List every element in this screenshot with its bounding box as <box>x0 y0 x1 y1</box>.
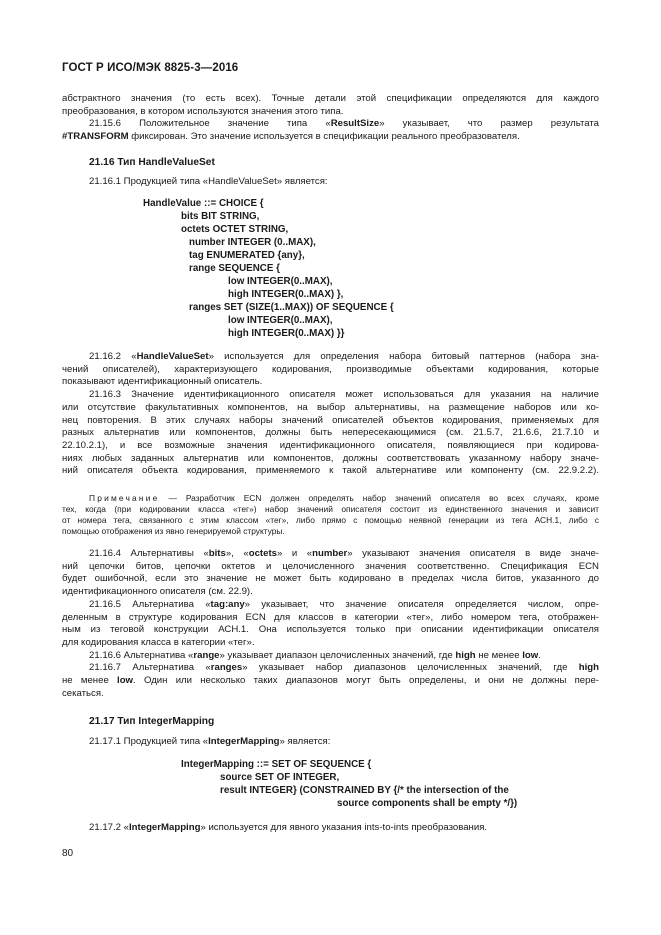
text-line: нец повторения. В этих случаях наборы значений описателей объектов кодирования, применяемых для <box>62 414 599 426</box>
code-line: high INTEGER(0..MAX) }, <box>228 289 344 300</box>
text-line: 21.16.6 Альтернатива «range» указывает диапазон целочисленных значений, где high не менее low. <box>89 649 541 661</box>
standard-header: ГОСТ Р ИСО/МЭК 8825-3—2016 <box>62 62 239 74</box>
paragraphs-21-16-2-3 <box>62 351 599 478</box>
code-line: source SET OF INTEGER, <box>220 772 340 783</box>
code-line: source components shall be empty */}) <box>337 798 518 809</box>
text-line: для кодирования класса в категории «тег». <box>62 636 255 648</box>
text-line: преобразования, в котором используются значения этого типа. <box>62 105 344 117</box>
paragraphs-21-16-4-7 <box>62 548 599 700</box>
code-line: low INTEGER(0..MAX), <box>228 276 333 287</box>
note-line: от номера тега, связанного с этим классом «тег», либо прямо с помощью неявной генерации из тега АСН.1, либо с <box>62 515 599 525</box>
code-line: result INTEGER} (CONSTRAINED BY {/* the intersection of the <box>220 785 509 796</box>
note-block <box>62 493 599 537</box>
text-line: будет ошибочной, если это значение не может быть кодировано в пределах числа битов, указанного до <box>62 573 599 585</box>
paragraph-21-17-1: 21.17.1 Продукцией типа «IntegerMapping» является: <box>89 736 331 747</box>
text-line: абстрактного значения (то есть всех). Точные детали этой спецификации определяются для каждого <box>62 93 599 104</box>
text-line: ным из теговой конструкции АСН.1. Она используется только при описании идентификации описателя <box>62 624 599 636</box>
code-line: HandleValue ::= CHOICE { <box>143 198 264 209</box>
section-heading-21-16: 21.16 Тип HandleValueSet <box>89 157 215 168</box>
page-number: 80 <box>62 848 74 859</box>
text-line: 21.16.4 Альтернативы «bits», «octets» и «number» указывают значения описателя в виде значе- <box>89 548 599 559</box>
text-line: 21.15.6 Положительное значение типа «ResultSize» указывает, что размер результата <box>89 118 599 130</box>
text-line: или отсутствие факультативных компонентов, на выбор альтернативы, на размещение наборов или ко- <box>62 401 599 413</box>
text-line: #TRANSFORM фиксирован. Это значение используется в спецификации реального преобразователя. <box>62 131 520 143</box>
text-line: 22.10.2.1), и все возможные значения идентификационного описателя, появляющиеся при кодирова- <box>62 439 599 451</box>
text-line: 21.16.7 Альтернатива «ranges» указывает набор диапазонов целочисленных значений, где high <box>89 662 599 674</box>
note-line: Примечание — Разработчик ECN должен определять набор значений описателя во всех случаях, кроме <box>89 493 599 503</box>
text-line: ниях любых заданных альтернатив или компонентов, должны соответствовать указанному набору значе- <box>62 452 599 464</box>
code-line: octets OCTET STRING, <box>181 224 289 235</box>
text-line: 21.16.5 Альтернатива «tag:any» указывает, что значение описателя определяется числом, опре- <box>89 598 599 610</box>
text-line: 21.16.3 Значение идентификационного описателя может использоваться для указания на наличие <box>89 389 599 401</box>
code-line: high INTEGER(0..MAX) }} <box>228 328 345 339</box>
code-line: tag ENUMERATED {any}, <box>189 250 305 261</box>
text-line: ний цепочки битов, цепочки октетов и целочисленного значения соответственно. Спецификация ECN <box>62 560 599 572</box>
intro-paragraph <box>62 93 599 144</box>
code-line: bits BIT STRING, <box>181 211 260 222</box>
text-line: не менее low. Один или несколько таких диапазонов могут быть определены, и они не должны пере- <box>62 675 599 687</box>
paragraph-21-17-2: 21.17.2 «IntegerMapping» используется для явного указания ints-to-ints преобразования. <box>89 822 488 833</box>
note-line: помощью отображения из явно генерируемой структуры. <box>62 526 285 536</box>
code-line: low INTEGER(0..MAX), <box>228 315 333 326</box>
text-line: чений описателей), характеризующего кодирования, производимые объектами кодирования, которые <box>62 363 599 375</box>
text-line: разных альтернатив или компонентов, должны быть непересекающимися (см. 21.5.7, 21.6.6, 21.7.10 и <box>62 427 599 439</box>
code-line: number INTEGER (0..MAX), <box>189 237 316 248</box>
code-line: ranges SET (SIZE(1..MAX)) OF SEQUENCE { <box>189 302 394 313</box>
text-line: показывают идентификационный описатель. <box>62 376 263 388</box>
text-line: секаться. <box>62 687 104 699</box>
paragraph-21-16-1: 21.16.1 Продукцией типа «HandleValueSet» является: <box>89 176 328 187</box>
text-line: 21.16.2 «HandleValueSet» используется для определения набора битовый паттернов (набора зна- <box>89 351 599 362</box>
text-line: идентификационного описателя (см. 22.9). <box>62 586 253 598</box>
text-line: деленным в структуре кодирования ECN для классов в категории «тег», либо номером тега, отображен- <box>62 611 599 623</box>
section-heading-21-17: 21.17 Тип IntegerMapping <box>89 716 215 727</box>
note-line: тех, когда (при кодировании класса «тег») набор значений описателя состоит из единственного значения и зависит <box>62 504 599 514</box>
text-line: ний описателя объекта кодирования, применяемого к такой альтернативе или компоненту (см. 22.9.2.2). <box>62 465 599 477</box>
code-line: range SEQUENCE { <box>189 263 280 274</box>
code-line: IntegerMapping ::= SET OF SEQUENCE { <box>181 759 372 770</box>
